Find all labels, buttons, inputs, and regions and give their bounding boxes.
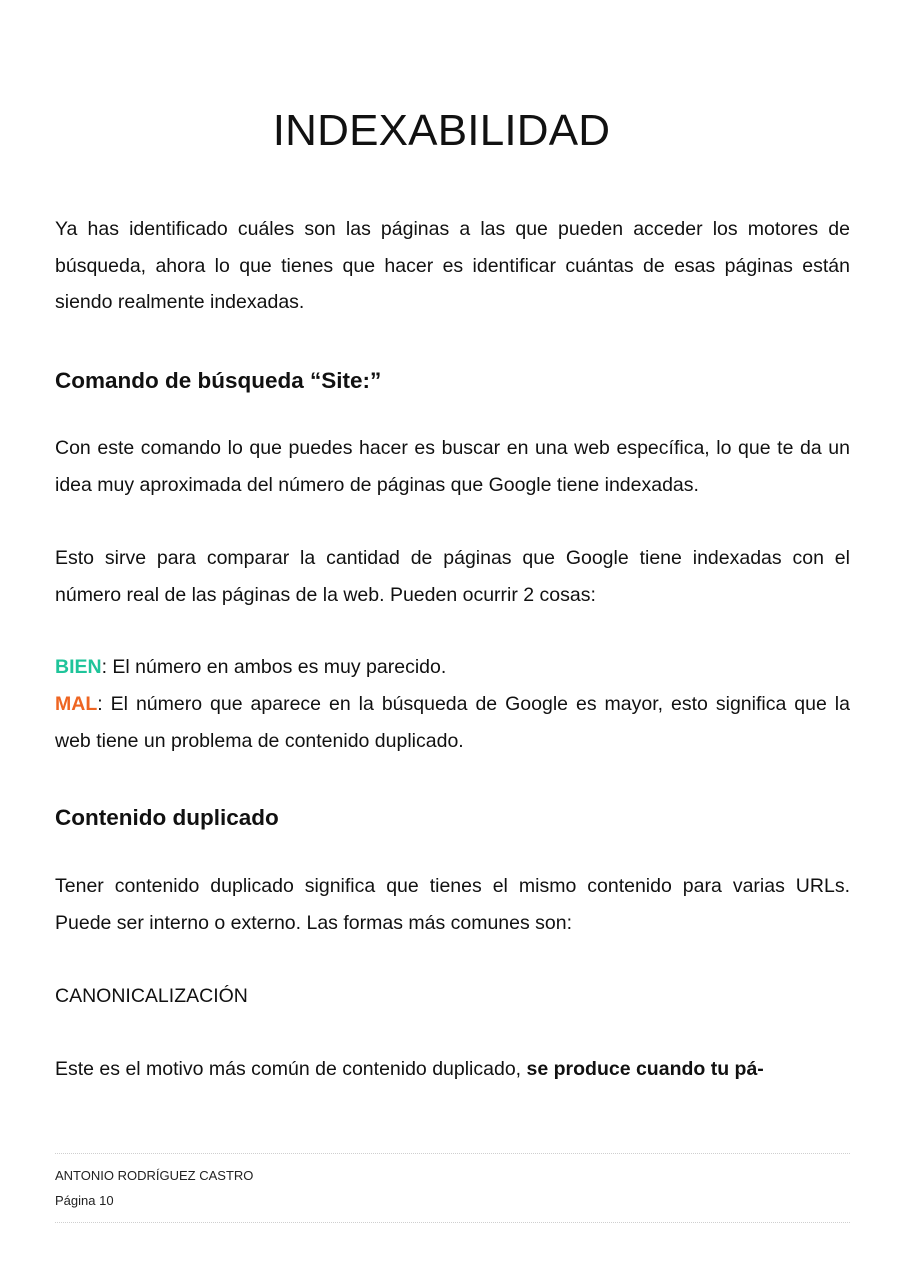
footer-top-divider [55,1153,850,1154]
intro-paragraph: Ya has identificado cuáles son las páginas a las que pueden acceder los motores de búsqueda, ahora lo que tienes que hacer es identificar cuántas de esas páginas están siendo realmente indexadas. [55,218,850,313]
canonicalization-subheading: CANONICALIZACIÓN [55,985,248,1007]
footer-bottom-divider [55,1222,850,1223]
mal-text: : El número que aparece en la búsqueda de Google es mayor, esto significa que la web tiene un problema de contenido duplicado. [55,693,850,752]
duplicate-content-paragraph: Tener contenido duplicado significa que tienes el mismo contenido para varias URLs. Puede ser interno o externo. Las formas más comunes son: [55,875,850,934]
bien-item [55,649,850,686]
canonicalization-text: Este es el motivo más común de contenido duplicado, [55,1058,527,1080]
comparison-paragraph: Esto sirve para comparar la cantidad de páginas que Google tiene indexadas con el número real de las páginas de la web. Pueden ocurrir 2 cosas: [55,547,850,606]
footer-page-number: Página 10 [55,1193,114,1208]
mal-item [55,686,850,759]
section-heading-duplicate-content: Contenido duplicado [55,805,279,830]
footer-author: ANTONIO RODRÍGUEZ CASTRO [55,1168,254,1183]
section-heading-site-command: Comando de búsqueda “Site:” [55,368,382,393]
bien-text: : El número en ambos es muy parecido. [101,656,447,678]
mal-label: MAL [55,693,98,715]
page-title: INDEXABILIDAD [272,106,611,155]
site-command-paragraph: Con este comando lo que puedes hacer es buscar en una web específica, lo que te da un idea muy aproximada del número de páginas que Google tiene indexadas. [55,437,850,496]
canonicalization-bold-text: se produce cuando tu pá- [526,1058,764,1080]
bien-label: BIEN [55,656,102,678]
canonicalization-paragraph [55,1051,850,1088]
